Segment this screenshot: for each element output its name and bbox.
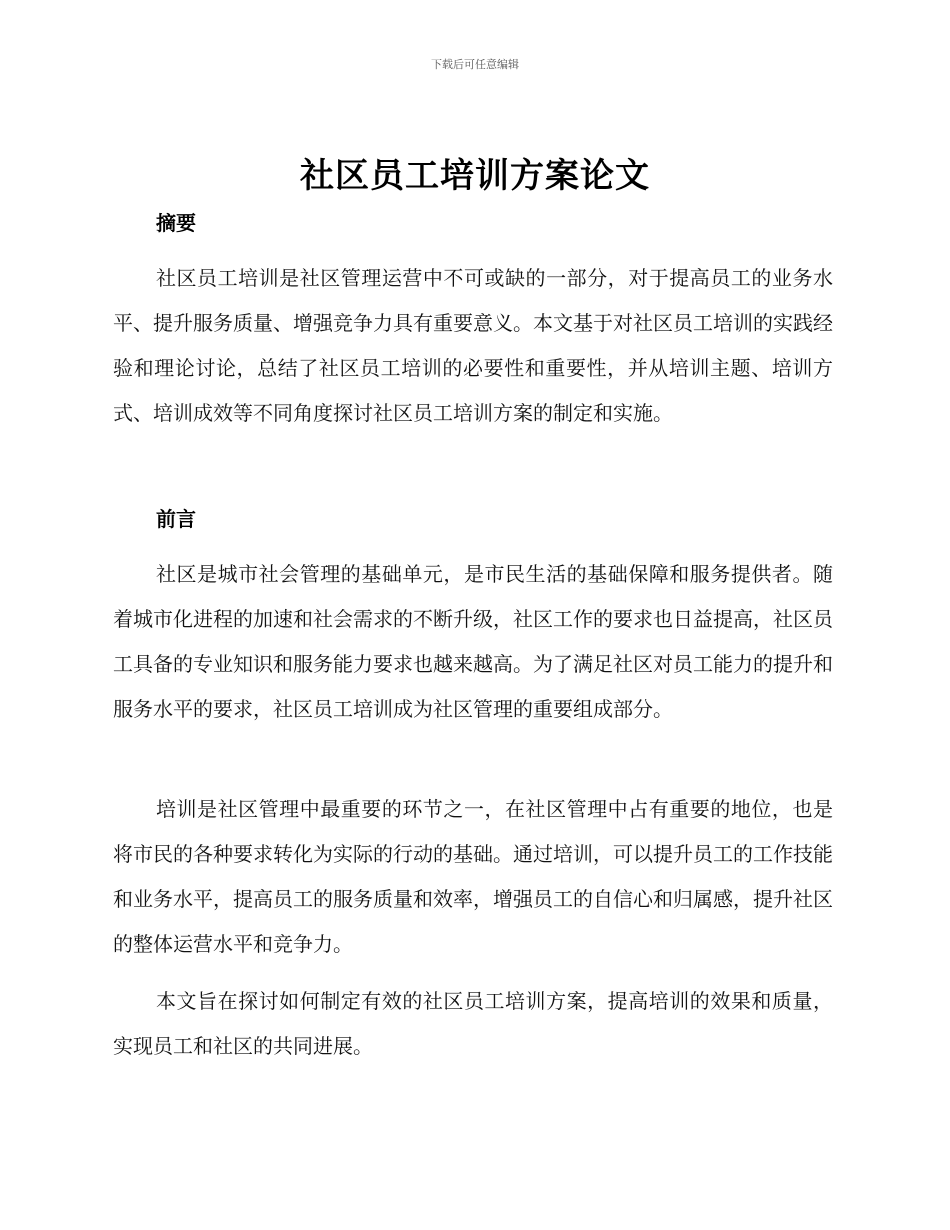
section-heading-preface: 前言	[156, 507, 196, 531]
document-title: 社区员工培训方案论文	[300, 156, 650, 196]
section-heading-abstract: 摘要	[156, 211, 196, 235]
preface-paragraph-1: 社区是城市社会管理的基础单元，是市民生活的基础保障和服务提供者。随着城市化进程的加速和社会需求的不断升级，社区工作的要求也日益提高，社区员工具备的专业知识和服务能力要求也越来越高。为了满足社区对员工能力的提升和服务水平的要求，社区员工培训成为社区管理的重要组成部分。	[113, 562, 833, 721]
header-note: 下载后可任意编辑	[431, 58, 519, 71]
abstract-paragraph: 社区员工培训是社区管理运营中不可或缺的一部分，对于提高员工的业务水平、提升服务质量、增强竞争力具有重要意义。本文基于对社区员工培训的实践经验和理论讨论，总结了社区员工培训的必要性和重要性，并从培训主题、培训方式、培训成效等不同角度探讨社区员工培训方案的制定和实施。	[113, 266, 833, 425]
preface-paragraph-3: 本文旨在探讨如何制定有效的社区员工培训方案，提高培训的效果和质量，实现员工和社区的共同进展。	[113, 989, 833, 1058]
preface-paragraph-2: 培训是社区管理中最重要的环节之一，在社区管理中占有重要的地位，也是将市民的各种要求转化为实际的行动的基础。通过培训，可以提升员工的工作技能和业务水平，提高员工的服务质量和效率，增强员工的自信心和归属感，提升社区的整体运营水平和竞争力。	[113, 797, 833, 956]
